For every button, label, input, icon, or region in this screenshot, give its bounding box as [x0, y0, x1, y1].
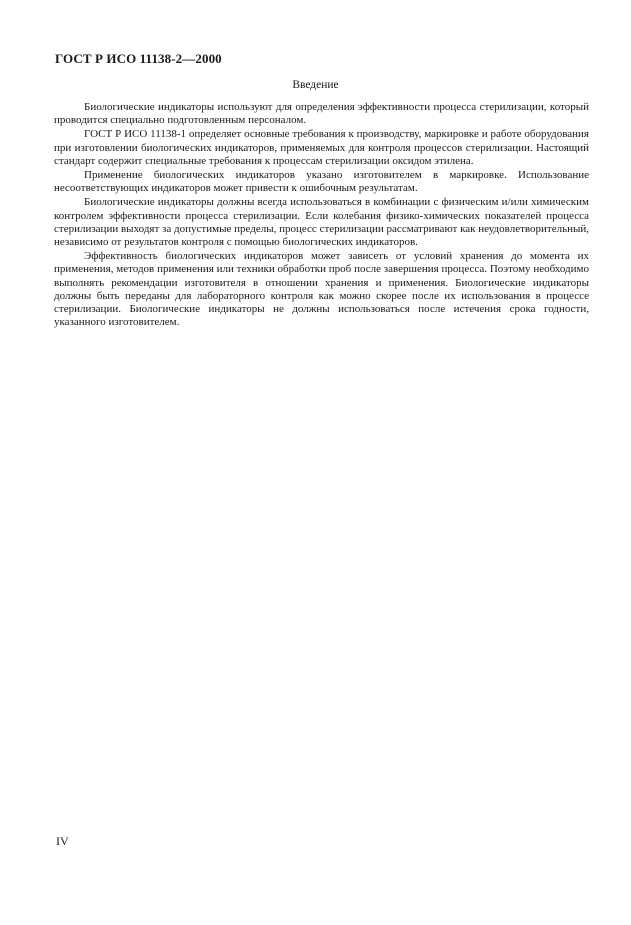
body-text — [54, 101, 589, 330]
paragraph: Биологические индикаторы должны всегда использоваться в комбинации с физическим и/или химическим контролем эффективности процесса стерилизации. Если колебания физико-химических показателей процесса стерилизации выходят за допустимые пределы, процесс стерилизации рассматривают как неудовлетворительный, независимо от результатов контроля с помощью биологических индикаторов. — [54, 196, 589, 249]
paragraph: Биологические индикаторы используют для определения эффективности процесса стерилизации, который проводится специально подготовленным персоналом. — [54, 101, 589, 127]
section-title: Введение — [292, 79, 339, 91]
document-code: ГОСТ Р ИСО 11138-2—2000 — [55, 51, 222, 66]
paragraph: Эффективность биологических индикаторов может зависеть от условий хранения до момента их применения, методов применения или техники обработки проб после завершения процесса. Поэтому необходимо выполнять рекомендации изготовителя в отношении хранения и применения. Биологические индикаторы должны быть переданы для лабораторного контроля как можно скорее после их использования в процессе стерилизации. Биологические индикаторы не должны использоваться после истечения срока годности, указанного изготовителем. — [54, 250, 589, 329]
paragraph: Применение биологических индикаторов указано изготовителем в маркировке. Использование несоответствующих индикаторов может привести к ошибочным результатам. — [54, 169, 589, 195]
paragraph: ГОСТ Р ИСО 11138-1 определяет основные требования к производству, маркировке и работе оборудования при изготовлении биологических индикаторов, применяемых для контроля процессов стерилизации. Настоящий стандарт содержит специальные требования к процессам стерилизации оксидом этилена. — [54, 128, 589, 167]
page-number: IV — [56, 834, 69, 848]
